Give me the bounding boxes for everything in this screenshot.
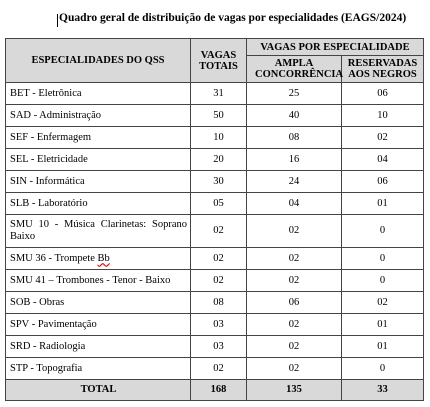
row-reservadas: 0 <box>342 248 424 270</box>
row-ampla: 25 <box>247 83 342 105</box>
row-total: 20 <box>191 149 247 171</box>
table-row <box>6 83 424 105</box>
row-reservadas: 04 <box>342 149 424 171</box>
row-reservadas: 06 <box>342 83 424 105</box>
row-name: STP - Topografia <box>6 358 191 380</box>
row-name: SOB - Obras <box>6 292 191 314</box>
document-title: Quadro geral de distribuição de vagas por especialidades (EAGS/2024) <box>59 12 407 24</box>
header-reservadas-negros: RESERVADAS AOS NEGROS <box>342 56 424 83</box>
total-reservadas: 33 <box>342 380 424 401</box>
total-label: TOTAL <box>6 380 191 401</box>
header-vagas-por-especialidade: VAGAS POR ESPECIALIDADE <box>247 39 424 56</box>
row-total: 02 <box>191 270 247 292</box>
row-reservadas: 0 <box>342 270 424 292</box>
row-reservadas: 0 <box>342 215 424 248</box>
table-row <box>6 248 424 270</box>
table-row <box>6 105 424 127</box>
text-cursor <box>57 14 58 27</box>
row-name: SPV - Pavimentação <box>6 314 191 336</box>
row-reservadas: 02 <box>342 127 424 149</box>
row-name <box>6 248 191 270</box>
row-total: 08 <box>191 292 247 314</box>
total-row <box>6 380 424 401</box>
table-row <box>6 270 424 292</box>
row-total: 31 <box>191 83 247 105</box>
table-row <box>6 149 424 171</box>
row-total: 03 <box>191 336 247 358</box>
row-total: 02 <box>191 215 247 248</box>
total-ampla: 135 <box>247 380 342 401</box>
table-row <box>6 193 424 215</box>
row-ampla: 02 <box>247 358 342 380</box>
row-name-prefix: SMU 36 - Trompete <box>10 252 98 264</box>
row-total: 05 <box>191 193 247 215</box>
row-ampla: 02 <box>247 215 342 248</box>
row-ampla: 02 <box>247 314 342 336</box>
row-name: SMU 10 - Música Clarinetas: Soprano Baixo <box>6 215 191 248</box>
row-reservadas: 0 <box>342 358 424 380</box>
table-row <box>6 292 424 314</box>
table-row <box>6 358 424 380</box>
row-reservadas: 01 <box>342 314 424 336</box>
row-ampla: 16 <box>247 149 342 171</box>
row-ampla: 08 <box>247 127 342 149</box>
table-row <box>6 171 424 193</box>
table-row <box>6 127 424 149</box>
row-ampla: 40 <box>247 105 342 127</box>
row-reservadas: 06 <box>342 171 424 193</box>
row-name: SEF - Enfermagem <box>6 127 191 149</box>
row-ampla: 02 <box>247 336 342 358</box>
table-row <box>6 314 424 336</box>
row-name: SMU 41 – Trombones - Tenor - Baixo <box>6 270 191 292</box>
row-name: BET - Eletrônica <box>6 83 191 105</box>
row-total: 10 <box>191 127 247 149</box>
row-ampla: 02 <box>247 270 342 292</box>
vagas-table <box>5 38 424 401</box>
header-especialidades: ESPECIALIDADES DO QSS <box>6 39 191 83</box>
row-reservadas: 02 <box>342 292 424 314</box>
row-reservadas: 01 <box>342 336 424 358</box>
table-row <box>6 336 424 358</box>
spellcheck-marked-word: Bb <box>97 252 110 264</box>
row-ampla: 04 <box>247 193 342 215</box>
header-vagas-totais: VAGAS TOTAIS <box>191 39 247 83</box>
row-ampla: 02 <box>247 248 342 270</box>
header-ampla-concorrencia: AMPLA CONCORRÊNCIA <box>247 56 342 83</box>
total-vagas: 168 <box>191 380 247 401</box>
row-name: SLB - Laboratório <box>6 193 191 215</box>
row-ampla: 06 <box>247 292 342 314</box>
row-total: 30 <box>191 171 247 193</box>
row-total: 50 <box>191 105 247 127</box>
row-total: 03 <box>191 314 247 336</box>
row-name: SEL - Eletricidade <box>6 149 191 171</box>
row-name: SRD - Radiologia <box>6 336 191 358</box>
row-total: 02 <box>191 358 247 380</box>
row-reservadas: 01 <box>342 193 424 215</box>
row-name: SAD - Administração <box>6 105 191 127</box>
table-row <box>6 215 424 248</box>
row-reservadas: 10 <box>342 105 424 127</box>
row-total: 02 <box>191 248 247 270</box>
row-ampla: 24 <box>247 171 342 193</box>
row-name: SIN - Informática <box>6 171 191 193</box>
